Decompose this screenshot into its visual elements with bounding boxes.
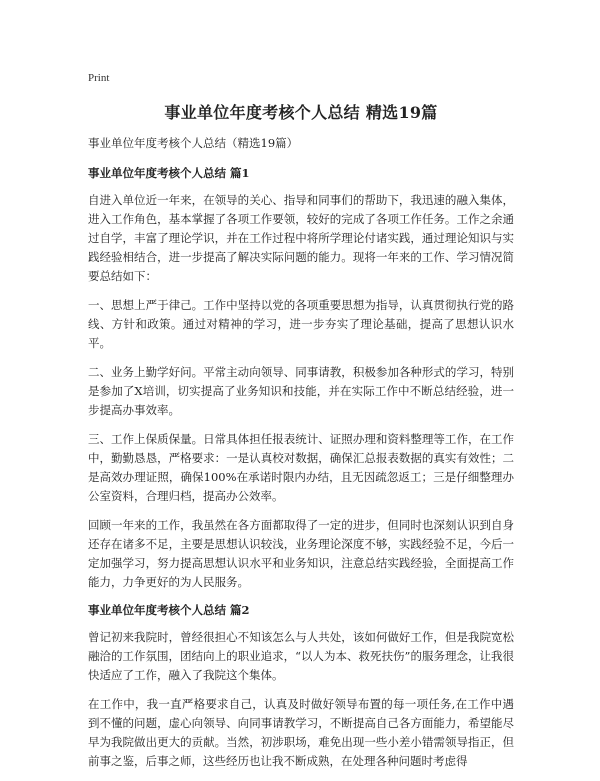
section-heading: 事业单位年度考核个人总结 篇1 [88,166,250,180]
paragraph: 曾记初来我院时，曾经很担心不知该怎么与人共处，该如何做好工作，但是我院宽松融洽的工作氛围，团结向上的职业追求，“以人为本、救死扶伤”的服务理念，让我很快适应了工作，融入了我院这个集体。 [88,630,514,682]
section-1 [88,165,514,592]
paragraph: 回顾一年来的工作，我虽然在各方面都取得了一定的进步，但同时也深刻认识到自身还存在诸多不足，主要是思想认识较浅，业务理论深度不够，实践经验不足，今后一定加强学习，努力提高思想认识水平和业务知识，注意总结实践经验，全面提高工作能力，力争更好的为人民服务。 [88,518,514,589]
section-2 [88,602,514,771]
paragraph: 二、业务上勤学好问。平常主动向领导、同事请教，积极参加各种形式的学习，特别是参加了X培训，切实提高了业务知识和技能，并在实际工作中不断总结经验，进一步提高办事效率。 [88,365,514,417]
document-title: 事业单位年度考核个人总结 精选19篇 [164,103,438,122]
paragraph: 一、思想上严于律己。工作中坚持以党的各项重要思想为指导，认真贯彻执行党的路线、方针和政策。通过对精神的学习，进一步夯实了理论基础，提高了思想认识水平。 [88,298,514,350]
document-subtitle: 事业单位年度考核个人总结（精选19篇） [88,136,299,150]
document-page [88,72,514,781]
paragraph: 在工作中，我一直严格要求自己，认真及时做好领导布置的每一项任务,在工作中遇到不懂的问题，虚心向领导、向同事请教学习，不断提高自己各方面能力，希望能尽早为我院做出更大的贡献。当然，初涉职场，难免出现一些小差小错需领导指正，但前事之鉴，后事之师，这些经历也让我不断成熟，在处理各种问题时考虑得 [88,697,514,768]
paragraph: 三、工作上保质保量。日常具体担任报表统计、证照办理和资料整理等工作，在工作中，勤勤恳恳，严格要求：一是认真校对数据，确保汇总报表数据的真实有效性；二是高效办理证照，确保100%在承诺时限内办结，且无因疏忽返工；三是仔细整理办公室资料，合理归档，提高办公效率。 [88,432,514,503]
section-heading: 事业单位年度考核个人总结 篇2 [88,603,250,617]
print-label: Print [88,72,110,84]
paragraph: 自进入单位近一年来，在领导的关心、指导和同事们的帮助下，我迅速的融入集体，进入工作角色，基本掌握了各项工作要领，较好的完成了各项工作任务。工作之余通过自学，丰富了理论学识，并在工作过程中将所学理论付诸实践，通过理论知识与实践经验相结合，进一步提高了解决实际问题的能力。现将一年来的工作、学习情况简要总结如下： [88,193,514,283]
